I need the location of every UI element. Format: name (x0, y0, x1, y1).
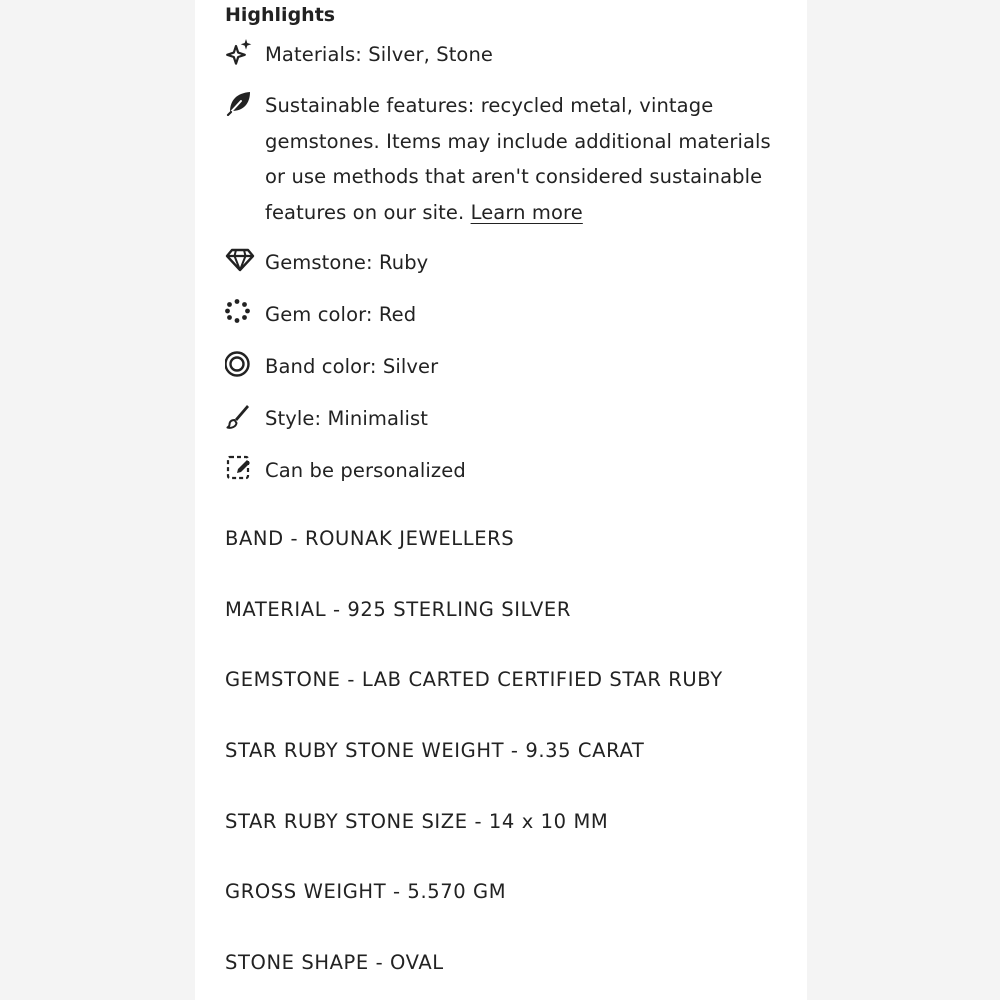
highlight-gem-color-text: Gem color: Red (265, 303, 417, 326)
spec-gemstone: GEMSTONE - LAB CARTED CERTIFIED STAR RUBY (225, 668, 723, 691)
highlight-personalized-text: Can be personalized (265, 459, 466, 482)
brush-icon (225, 401, 255, 429)
dotted-circle-icon (225, 297, 255, 325)
listing-details-panel (195, 0, 807, 1000)
highlight-sustainable-text (265, 88, 775, 230)
spec-stone-weight: STAR RUBY STONE WEIGHT - 9.35 CARAT (225, 739, 645, 762)
highlight-band-color-text: Band color: Silver (265, 355, 439, 378)
spec-band: BAND - ROUNAK JEWELLERS (225, 527, 515, 550)
sustainable-description: Sustainable features: recycled metal, vintage gemstones. Items may include additional materials or use methods that aren't considered sustainable features on our site. (265, 94, 771, 224)
highlight-style-text: Style: Minimalist (265, 407, 429, 430)
learn-more-link[interactable]: Learn more (470, 200, 583, 224)
highlights-heading: Highlights (225, 4, 336, 26)
diamond-icon (225, 245, 255, 273)
leaf-icon (225, 88, 255, 116)
spec-material: MATERIAL - 925 STERLING SILVER (225, 598, 571, 621)
highlight-materials-text: Materials: Silver, Stone (265, 43, 494, 66)
personalize-icon (225, 453, 255, 481)
spec-stone-shape: STONE SHAPE - OVAL (225, 951, 444, 974)
sparkle-icon (225, 37, 255, 65)
spec-stone-size: STAR RUBY STONE SIZE - 14 x 10 MM (225, 810, 609, 833)
highlight-gemstone-text: Gemstone: Ruby (265, 251, 429, 274)
ring-icon (225, 349, 255, 377)
spec-gross-weight: GROSS WEIGHT - 5.570 GM (225, 880, 507, 903)
